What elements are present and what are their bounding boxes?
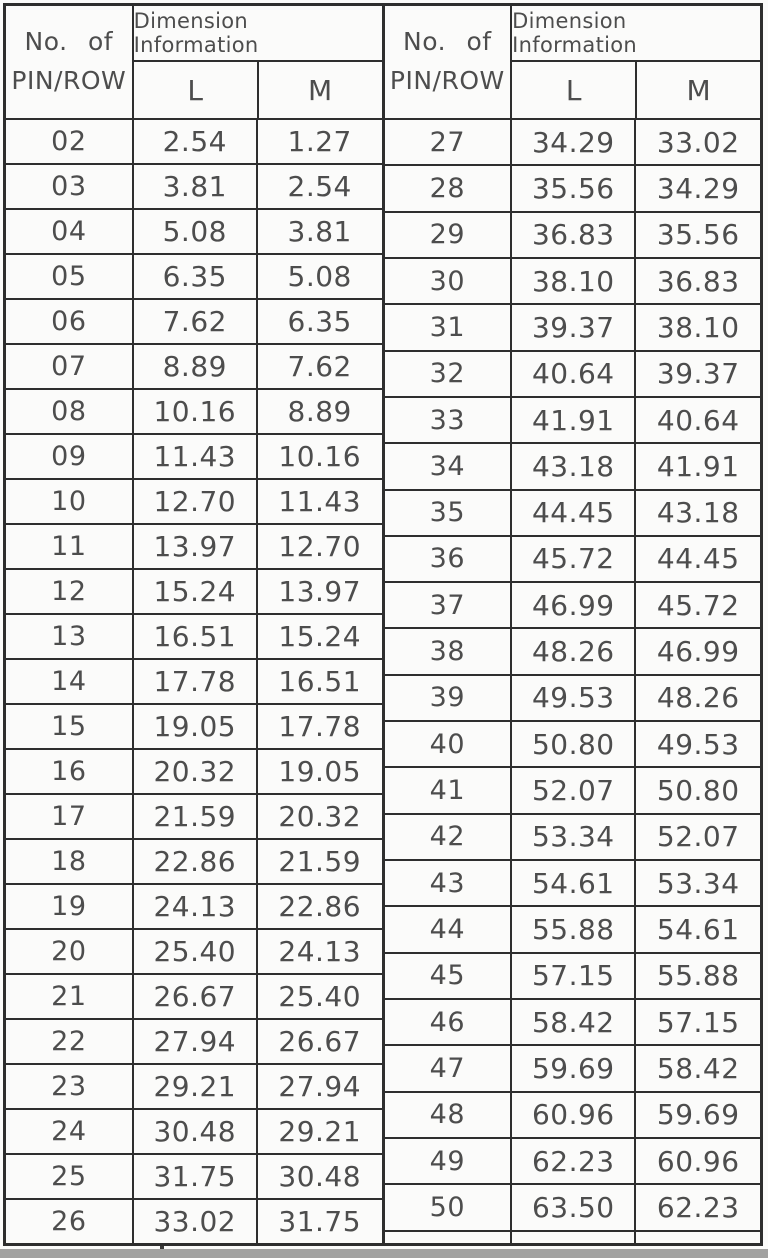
table-row [6,480,382,525]
pin-count-cell: 34 [385,444,513,488]
dimension-l-cell: 3.81 [134,165,258,208]
table-row [6,345,382,390]
dimension-l-cell: 62.23 [512,1139,636,1183]
table-row [6,1020,382,1065]
dimension-l-cell: 41.91 [512,398,636,442]
pin-count-cell: 39 [385,676,513,720]
table-row [6,660,382,705]
dimension-l-cell: 60.96 [512,1093,636,1137]
dimension-m-cell: 31.75 [278,1205,362,1238]
dimension-m-cell: 7.62 [287,350,352,383]
pin-count-cell: 41 [385,768,513,812]
dimension-l-cell: 36.83 [512,213,636,257]
dimension-m-cell: 34.29 [656,171,740,205]
dimension-m-cell: 55.88 [656,959,740,993]
table-row [385,166,761,212]
pin-count-cell: 21 [6,975,134,1018]
dimension-m-cell: 11.43 [278,485,362,518]
dimension-m-cell: 17.78 [278,710,362,743]
table-row [385,583,761,629]
table-row [385,537,761,583]
table-row [385,398,761,444]
table-row [385,491,761,537]
dimension-m-cell: 41.91 [656,449,740,483]
dimension-l-cell: 27.94 [134,1020,258,1063]
pin-count-cell: 40 [385,722,513,766]
dimension-l-cell: 26.67 [134,975,258,1018]
table-body-right [385,120,761,1243]
dimension-l-cell: 8.89 [134,345,258,388]
pin-count-cell: 36 [385,537,513,581]
pin-count-cell: 25 [6,1155,134,1198]
pin-count-cell: 37 [385,583,513,627]
table-row [6,300,382,345]
dimension-l-cell: 38.10 [512,259,636,303]
dimension-l-cell: 40.64 [512,352,636,396]
dimension-m-cell: 20.32 [278,800,362,833]
dimension-l-cell: 59.69 [512,1046,636,1090]
dimension-info-label: Dimension Information [134,6,382,62]
pin-count-cell: 23 [6,1065,134,1108]
pin-row-header [385,6,513,118]
dimension-l-cell [512,1232,636,1243]
pin-count-cell: 13 [6,615,134,658]
pin-count-cell: 44 [385,907,513,951]
pin-count-cell: 48 [385,1093,513,1137]
pin-count-cell: 18 [6,840,134,883]
dimension-m-cell: 38.10 [656,310,740,344]
dimension-m-cell: 49.53 [656,727,740,761]
dimension-l-cell: 6.35 [134,255,258,298]
dimension-m-cell: 2.54 [287,170,352,203]
pin-count-cell: 06 [6,300,134,343]
dimension-m-cell: 21.59 [278,845,362,878]
dimension-m-cell: 16.51 [278,665,362,698]
dimension-l-cell: 5.08 [134,210,258,253]
dimension-m-cell: 54.61 [656,912,740,946]
pin-count-cell: 33 [385,398,513,442]
pin-count-cell: 27 [385,120,513,164]
pin-count-cell: 46 [385,1000,513,1044]
dimension-l-cell: 45.72 [512,537,636,581]
bottom-crop-strip [0,1249,768,1258]
table-row [385,1046,761,1092]
pin-count-cell: 31 [385,305,513,349]
table-row [6,615,382,660]
dimension-m-cell: 60.96 [656,1144,740,1178]
pin-count-cell: 17 [6,795,134,838]
pin-count-cell: 43 [385,861,513,905]
dimension-m-cell [636,1232,760,1243]
table-row [385,676,761,722]
pin-count-cell: 32 [385,352,513,396]
dimension-m-cell: 3.81 [287,215,352,248]
dimension-subheaders [512,62,760,118]
pin-row-header [6,6,134,118]
dimension-m-cell: 58.42 [656,1051,740,1085]
dimension-l-cell: 12.70 [134,480,258,523]
dimension-l-cell: 63.50 [512,1185,636,1229]
dimension-m-cell: 33.02 [656,125,740,159]
table-header [6,6,382,120]
dimension-l-cell: 34.29 [512,120,636,164]
dimension-m-cell: 46.99 [656,635,740,669]
table-row [385,861,761,907]
pin-count-cell: 29 [385,213,513,257]
pin-header-line2: PIN/ROW [389,66,505,95]
dimension-m-cell: 1.27 [287,125,352,158]
table-header [385,6,761,120]
pin-count-cell: 26 [6,1200,134,1243]
table-row [385,1093,761,1139]
pin-count-cell: 50 [385,1185,513,1229]
dimension-l-cell: 55.88 [512,907,636,951]
pin-header-line1: No. of [24,27,114,57]
table-row [385,259,761,305]
table-row [6,840,382,885]
dimension-m-cell: 57.15 [656,1005,740,1039]
table-row [6,255,382,300]
dimension-l-cell: 30.48 [134,1110,258,1153]
dimension-l-cell: 54.61 [512,861,636,905]
table-row [6,1065,382,1110]
table-row [6,165,382,210]
pin-count-cell: 28 [385,166,513,210]
dimension-l-cell: 43.18 [512,444,636,488]
pin-count-cell [385,1232,513,1243]
pin-count-cell: 07 [6,345,134,388]
dimension-l-cell: 15.24 [134,570,258,613]
dimension-l-cell: 19.05 [134,705,258,748]
table-row [385,629,761,675]
table-row [385,213,761,259]
dimension-m-cell: 24.13 [278,935,362,968]
column-header-m: M [686,73,711,107]
pin-count-cell: 14 [6,660,134,703]
dimension-l-cell: 21.59 [134,795,258,838]
pin-header-line2: PIN/ROW [11,66,127,95]
column-header-l: L [512,62,637,118]
dimension-l-cell: 35.56 [512,166,636,210]
dimension-m-cell: 39.37 [656,357,740,391]
table-row [6,1200,382,1243]
dimension-m-cell: 40.64 [656,403,740,437]
table-row [6,975,382,1020]
table-row [6,750,382,795]
dimension-l-cell: 52.07 [512,768,636,812]
dimension-l-cell: 20.32 [134,750,258,793]
dimension-table-left [6,6,385,1243]
pin-count-cell: 22 [6,1020,134,1063]
dimension-l-cell: 7.62 [134,300,258,343]
dimension-m-cell: 45.72 [656,588,740,622]
dimension-l-cell: 16.51 [134,615,258,658]
pin-count-cell: 12 [6,570,134,613]
dimension-m-cell: 50.80 [656,774,740,808]
dimension-l-cell: 11.43 [134,435,258,478]
pin-count-cell: 20 [6,930,134,973]
dimension-l-cell: 2.54 [134,120,258,163]
table-row [385,907,761,953]
table-body-left [6,120,382,1243]
table-row [385,305,761,351]
dimension-l-cell: 58.42 [512,1000,636,1044]
pin-count-cell: 10 [6,480,134,523]
dimension-m-cell: 52.07 [656,820,740,854]
pin-count-cell: 04 [6,210,134,253]
dimension-m-cell: 13.97 [278,575,362,608]
dimension-l-cell: 13.97 [134,525,258,568]
table-row [385,352,761,398]
table-row [385,120,761,166]
pin-header-line1: No. of [403,27,492,57]
dimension-l-cell: 39.37 [512,305,636,349]
table-row [385,954,761,1000]
pin-count-cell: 47 [385,1046,513,1090]
table-row [6,1155,382,1200]
dimension-l-cell: 46.99 [512,583,636,627]
dimension-l-cell: 50.80 [512,722,636,766]
dimension-l-cell: 22.86 [134,840,258,883]
dimension-l-cell: 49.53 [512,676,636,720]
pin-count-cell: 15 [6,705,134,748]
table-row [385,1139,761,1185]
dimension-subheaders [134,62,382,118]
table-row [385,1232,761,1243]
dimension-m-cell: 10.16 [278,440,362,473]
dimension-m-cell: 48.26 [656,681,740,715]
table-row [6,435,382,480]
pin-count-cell: 02 [6,120,134,163]
dimension-l-cell: 33.02 [134,1200,258,1243]
pin-count-cell: 24 [6,1110,134,1153]
dimension-info-header [512,6,760,118]
table-row [6,390,382,435]
pin-count-cell: 35 [385,491,513,535]
dimension-l-cell: 53.34 [512,815,636,859]
pin-count-cell: 03 [6,165,134,208]
column-header-l: L [134,62,259,118]
dimension-m-cell: 12.70 [278,530,362,563]
dimension-m-cell: 44.45 [656,542,740,576]
dimension-l-cell: 44.45 [512,491,636,535]
dimension-m-cell: 5.08 [287,260,352,293]
table-row [6,570,382,615]
pin-count-cell: 08 [6,390,134,433]
dimension-l-cell: 17.78 [134,660,258,703]
table-row [6,1110,382,1155]
dimension-m-cell: 15.24 [278,620,362,653]
dimension-m-cell: 30.48 [278,1160,362,1193]
table-row [385,444,761,490]
pin-count-cell: 42 [385,815,513,859]
table-row [385,815,761,861]
dimension-m-cell: 22.86 [278,890,362,923]
pin-count-cell: 49 [385,1139,513,1183]
pin-count-cell: 30 [385,259,513,303]
table-row [385,1185,761,1231]
dimension-m-cell: 29.21 [278,1115,362,1148]
pin-count-cell: 05 [6,255,134,298]
pin-count-cell: 38 [385,629,513,673]
dimension-m-cell: 27.94 [278,1070,362,1103]
table-row [6,795,382,840]
dimension-m-cell: 36.83 [656,264,740,298]
dimension-l-cell: 29.21 [134,1065,258,1108]
table-row [6,705,382,750]
column-header-m: M [307,73,333,107]
dimension-info-label: Dimension Information [512,6,760,62]
dimension-table-right [385,6,761,1243]
dimension-m-cell: 62.23 [656,1190,740,1224]
dimension-l-cell: 24.13 [134,885,258,928]
dimension-m-cell: 6.35 [287,305,352,338]
dimension-l-cell: 57.15 [512,954,636,998]
pin-count-cell: 11 [6,525,134,568]
dimension-l-cell: 25.40 [134,930,258,973]
dimension-l-cell: 10.16 [134,390,258,433]
dimension-m-cell: 8.89 [287,395,352,428]
dimension-m-cell: 43.18 [656,496,740,530]
table-row [385,1000,761,1046]
dimension-info-header [134,6,382,118]
pin-count-cell: 45 [385,954,513,998]
dimension-m-cell: 19.05 [278,755,362,788]
table-row [385,722,761,768]
dimension-m-cell: 59.69 [656,1098,740,1132]
dimension-l-cell: 48.26 [512,629,636,673]
table-row [385,768,761,814]
table-row [6,120,382,165]
table-row [6,525,382,570]
table-row [6,885,382,930]
dimension-m-cell: 26.67 [278,1025,362,1058]
dimension-l-cell: 31.75 [134,1155,258,1198]
dimension-m-cell: 25.40 [278,980,362,1013]
pin-count-cell: 16 [6,750,134,793]
dimension-table [3,3,763,1246]
pin-count-cell: 09 [6,435,134,478]
dimension-m-cell: 53.34 [656,866,740,900]
table-row [6,210,382,255]
pin-count-cell: 19 [6,885,134,928]
dimension-m-cell: 35.56 [656,218,740,252]
table-row [6,930,382,975]
